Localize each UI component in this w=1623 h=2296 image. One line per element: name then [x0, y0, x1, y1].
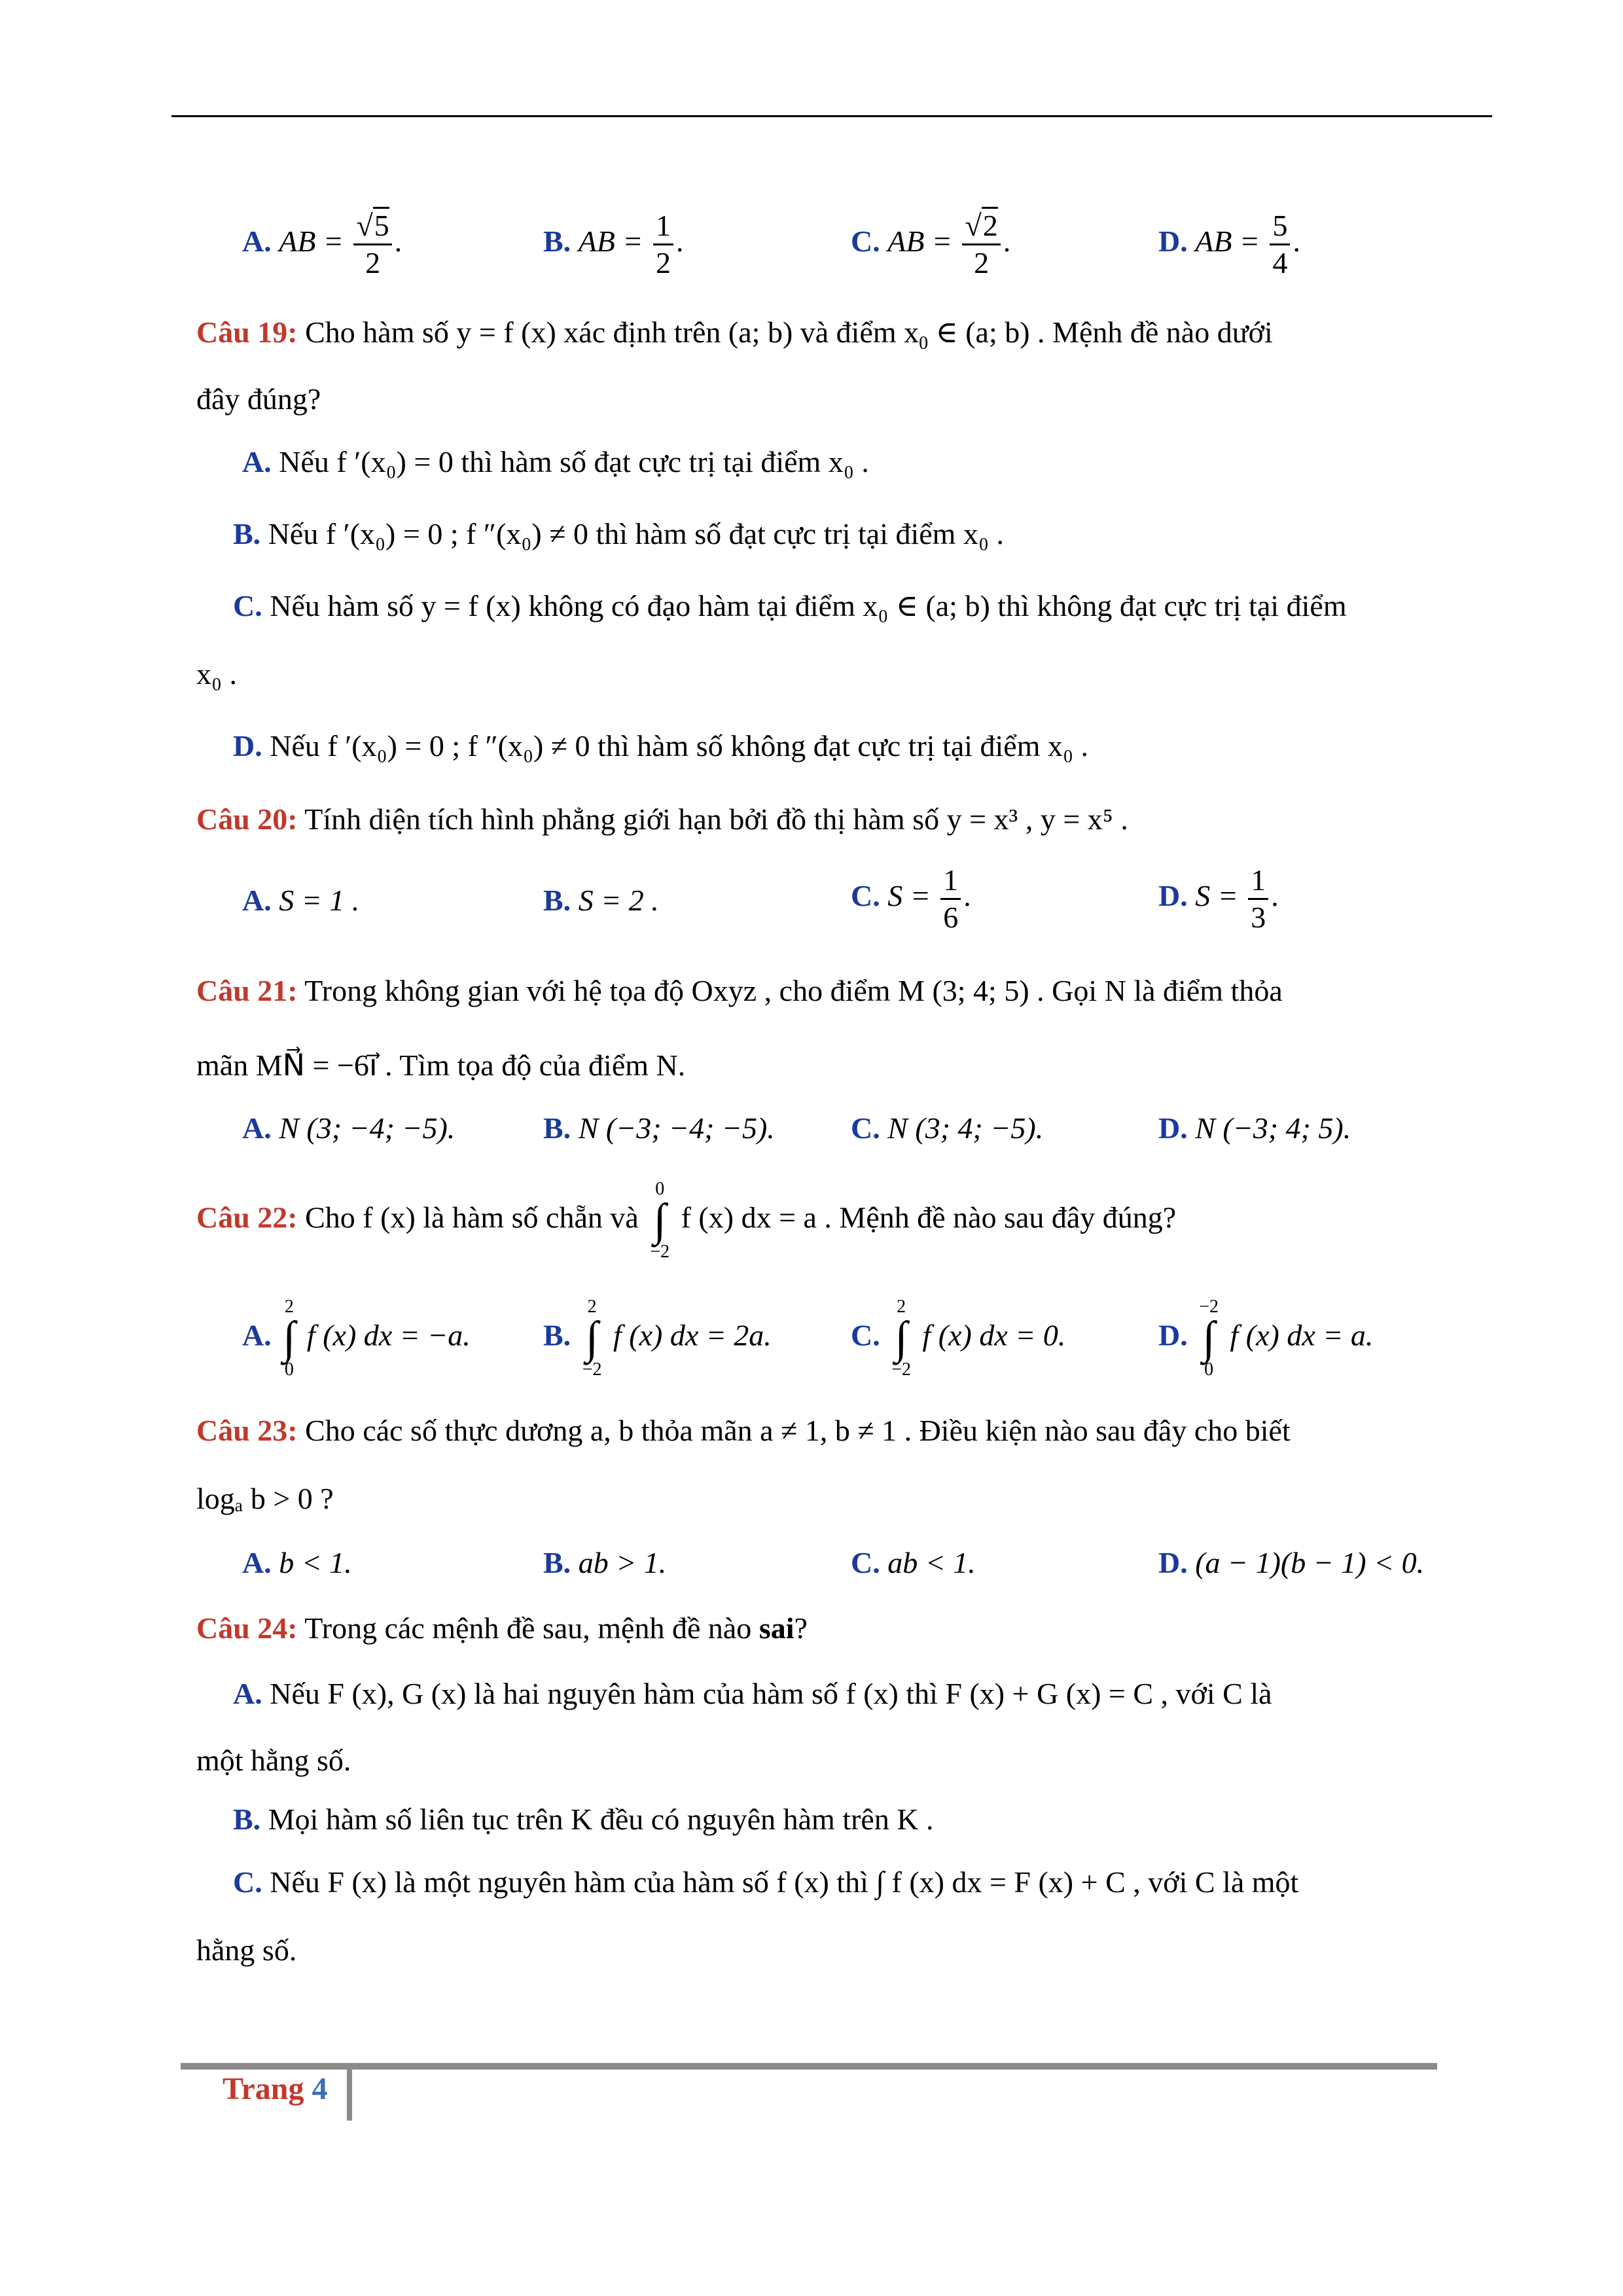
q20-option-d[interactable]: D. S = $\frac{1}{3}$ . — [1158, 863, 1279, 934]
q24-option-c-cont: hằng số. — [196, 1933, 297, 1967]
page-number: 4 — [312, 2072, 328, 2106]
q24-option-c[interactable]: C. Nếu F (x) là một nguyên hàm của hàm số f (x) thì ∫ f (x) dx = F (x) + C , với C là một — [233, 1865, 1299, 1899]
q19-option-d[interactable]: D. Nếu f ′(x₀) = 0 ; f ″(x₀) ≠ 0 thì hàm số không đạt cực trị tại điểm x₀ . — [233, 729, 1089, 762]
q18-c-fraction: $\frac{√2}{2}$ — [962, 208, 1000, 281]
q24-option-b[interactable]: B. Mọi hàm số liên tục trên K đều có nguyên hàm trên K . — [233, 1803, 934, 1836]
footer-rule — [181, 2063, 1437, 2070]
q22-option-a[interactable]: A. 2 ∫ 0 f (x) dx = −a. — [242, 1297, 471, 1380]
page-footer: Trang 4 — [223, 2072, 328, 2106]
q23-stem-line2: logₐ b > 0 ? — [196, 1482, 334, 1515]
q19-option-c-cont: x₀ . — [196, 657, 238, 691]
q21-option-b[interactable]: B. N (−3; −4; −5). — [543, 1111, 775, 1145]
q23-option-d[interactable]: D. (a − 1)(b − 1) < 0. — [1158, 1546, 1425, 1579]
q24-option-a-cont: một hằng số. — [196, 1744, 351, 1777]
q21-option-a[interactable]: A. N (3; −4; −5). — [242, 1111, 455, 1145]
q23-option-b[interactable]: B. ab > 1. — [543, 1546, 667, 1579]
q18-option-b[interactable]: B. AB = $\frac{1}{2}$ . — [543, 209, 684, 279]
q21-stem-line2: mãn MN⃗ = −6i⃗ . Tìm tọa độ của điểm N. — [196, 1049, 686, 1082]
q19-stem-line2: đây đúng? — [196, 382, 321, 416]
q18-a-fraction: $\frac{√5}{2}$ — [353, 208, 391, 281]
q22-stem: Câu 22: Cho f (x) là hàm số chẵn và 0 ∫ −2 f (x) dx = a . Mệnh đề nào sau đây đúng? — [196, 1179, 1177, 1262]
q23-stem: Câu 23: Cho các số thực dương a, b thỏa mãn a ≠ 1, b ≠ 1 . Điều kiện nào sau đây cho biết — [196, 1414, 1291, 1447]
q19-option-b[interactable]: B. Nếu f ′(x₀) = 0 ; f ″(x₀) ≠ 0 thì hàm số đạt cực trị tại điểm x₀ . — [233, 517, 1004, 550]
q18-option-a[interactable]: A. AB = $\frac{√5}{2}$ . — [242, 208, 402, 281]
q22-option-d[interactable]: D. −2 ∫ 0 f (x) dx = a. — [1158, 1297, 1374, 1380]
q24-stem: Câu 24: Trong các mệnh đề sau, mệnh đề nào sai? — [196, 1611, 808, 1645]
q20-stem: Câu 20: Tính diện tích hình phẳng giới hạn bởi đồ thị hàm số y = x³ , y = x⁵ . — [196, 802, 1128, 836]
q20-option-a[interactable]: A. S = 1 . — [242, 884, 360, 917]
q23-option-a[interactable]: A. b < 1. — [242, 1546, 352, 1579]
header-rule — [171, 115, 1492, 117]
q24-option-a[interactable]: A. Nếu F (x), G (x) là hai nguyên hàm của hàm số f (x) thì F (x) + G (x) = C , với C là — [233, 1677, 1272, 1710]
q22-option-b[interactable]: B. 2 ∫ −2 f (x) dx = 2a. — [543, 1297, 772, 1380]
q19-option-a[interactable]: A. Nếu f ′(x₀) = 0 thì hàm số đạt cực trị tại điểm x₀ . — [242, 445, 869, 478]
q18-option-c[interactable]: C. AB = $\frac{√2}{2}$ . — [851, 208, 1010, 281]
q22-integral: 0 ∫ −2 — [650, 1179, 670, 1262]
q20-option-b[interactable]: B. S = 2 . — [543, 884, 659, 917]
q18-d-fraction: $\frac{5}{4}$ — [1270, 208, 1290, 281]
q21-stem: Câu 21: Trong không gian với hệ tọa độ Oxyz , cho điểm M (3; 4; 5) . Gọi N là điểm thỏa — [196, 974, 1283, 1007]
q21-option-c[interactable]: C. N (3; 4; −5). — [851, 1111, 1044, 1145]
q18-option-d[interactable]: D. AB = $\frac{5}{4}$ . — [1158, 209, 1300, 279]
footer-divider — [347, 2067, 352, 2121]
q23-option-c[interactable]: C. ab < 1. — [851, 1546, 976, 1579]
q21-option-d[interactable]: D. N (−3; 4; 5). — [1158, 1111, 1351, 1145]
q18-b-fraction: $\frac{1}{2}$ — [653, 208, 673, 281]
q22-option-c[interactable]: C. 2 ∫ −2 f (x) dx = 0. — [851, 1297, 1066, 1380]
q19-option-c[interactable]: C. Nếu hàm số y = f (x) không có đạo hàm tại điểm x₀ ∈ (a; b) thì không đạt cực trị tại điểm — [233, 589, 1347, 622]
q20-option-c[interactable]: C. S = $\frac{1}{6}$ . — [851, 863, 971, 934]
q19-stem: Câu 19: Cho hàm số y = f (x) xác định trên (a; b) và điểm $x_0$ ∈ (a; b) . Mệnh đề nào dưới — [196, 315, 1273, 354]
